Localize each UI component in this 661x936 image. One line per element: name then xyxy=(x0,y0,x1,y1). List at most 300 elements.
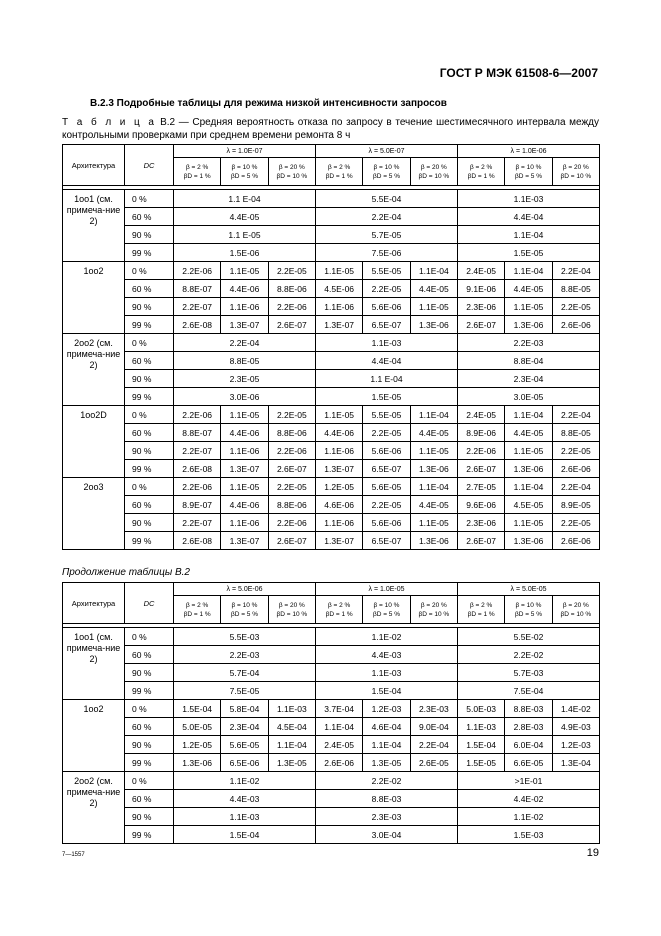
value-cell: 2.2E-07 xyxy=(174,514,221,532)
value-cell: 6.5E-06 xyxy=(221,754,268,772)
dc-cell: 90 % xyxy=(125,808,174,826)
beta-d-label: βD = 1 % xyxy=(467,172,495,180)
value-cell: 8.8E-07 xyxy=(174,424,221,442)
value-cell: 1.1 E-04 xyxy=(174,190,316,208)
value-cell: >1E-01 xyxy=(458,772,600,790)
value-cell: 4.4E-04 xyxy=(458,208,600,226)
beta-label: β = 10 % xyxy=(231,601,258,609)
lambda-header: λ = 1.0E-07 xyxy=(174,145,316,158)
beta-label: β = 2 % xyxy=(185,601,209,609)
value-cell: 5.6E-06 xyxy=(363,298,410,316)
value-cell: 2.6E-06 xyxy=(316,754,363,772)
value-cell: 1.1E-04 xyxy=(505,478,552,496)
beta-d-label: βD = 1 % xyxy=(183,610,211,618)
value-cell: 1.1E-04 xyxy=(363,736,410,754)
value-cell: 1.1E-03 xyxy=(268,700,315,718)
beta-label: β = 2 % xyxy=(469,163,493,171)
value-cell: 2.2E-04 xyxy=(174,334,316,352)
value-cell: 5.5E-04 xyxy=(316,190,458,208)
value-cell: 1.3E-07 xyxy=(316,532,363,550)
value-cell: 1.1E-04 xyxy=(505,262,552,280)
table-row xyxy=(63,460,600,478)
value-cell: 1.4E-02 xyxy=(552,700,599,718)
beta-header xyxy=(505,158,552,186)
value-cell: 2.6E-07 xyxy=(268,460,315,478)
value-cell: 1.1E-05 xyxy=(316,406,363,424)
dc-header: DC xyxy=(125,583,174,624)
beta-header xyxy=(268,596,315,624)
dc-cell: 99 % xyxy=(125,754,174,772)
value-cell: 9.1E-06 xyxy=(458,280,505,298)
beta-header xyxy=(505,596,552,624)
table-row xyxy=(63,280,600,298)
dc-cell: 90 % xyxy=(125,736,174,754)
beta-header xyxy=(410,158,457,186)
table-caption xyxy=(62,116,599,142)
dc-cell: 60 % xyxy=(125,646,174,664)
value-cell: 1.5E-04 xyxy=(316,682,458,700)
dc-cell: 99 % xyxy=(125,826,174,844)
value-cell: 2.6E-07 xyxy=(268,532,315,550)
value-cell: 2.2E-04 xyxy=(552,262,599,280)
value-cell: 1.1E-06 xyxy=(221,442,268,460)
value-cell: 1.2E-03 xyxy=(552,736,599,754)
table-row xyxy=(63,262,600,280)
value-cell: 5.6E-05 xyxy=(221,736,268,754)
beta-header xyxy=(458,158,505,186)
table-row xyxy=(63,334,600,352)
value-cell: 8.8E-06 xyxy=(268,496,315,514)
value-cell: 2.2E-06 xyxy=(174,406,221,424)
value-cell: 2.2E-03 xyxy=(174,646,316,664)
value-cell: 3.0E-04 xyxy=(316,826,458,844)
header-row-lambda xyxy=(63,583,600,596)
beta-d-label: βD = 1 % xyxy=(183,172,211,180)
value-cell: 1.1E-02 xyxy=(458,808,600,826)
value-cell: 2.3E-04 xyxy=(458,370,600,388)
value-cell: 5.0E-05 xyxy=(174,718,221,736)
value-cell: 2.4E-05 xyxy=(458,262,505,280)
dc-cell: 60 % xyxy=(125,352,174,370)
value-cell: 8.8E-04 xyxy=(458,352,600,370)
value-cell: 1.1E-05 xyxy=(410,442,457,460)
value-cell: 4.5E-06 xyxy=(316,280,363,298)
value-cell: 5.7E-04 xyxy=(174,664,316,682)
beta-header xyxy=(268,158,315,186)
table-row xyxy=(63,628,600,646)
value-cell: 7.5E-05 xyxy=(174,682,316,700)
value-cell: 2.6E-06 xyxy=(552,316,599,334)
value-cell: 4.4E-05 xyxy=(505,424,552,442)
value-cell: 1.5E-06 xyxy=(174,244,316,262)
dc-cell: 99 % xyxy=(125,532,174,550)
value-cell: 1.3E-07 xyxy=(316,460,363,478)
dc-cell: 0 % xyxy=(125,772,174,790)
beta-header xyxy=(174,158,221,186)
value-cell: 2.2E-06 xyxy=(458,442,505,460)
value-cell: 1.3E-05 xyxy=(268,754,315,772)
value-cell: 3.7E-04 xyxy=(316,700,363,718)
value-cell: 4.4E-05 xyxy=(410,424,457,442)
value-cell: 2.2E-04 xyxy=(410,736,457,754)
value-cell: 1.1E-05 xyxy=(221,406,268,424)
value-cell: 1.3E-05 xyxy=(363,754,410,772)
dc-cell: 99 % xyxy=(125,460,174,478)
beta-header xyxy=(410,596,457,624)
beta-d-label: βD = 5 % xyxy=(514,610,543,618)
value-cell: 2.2E-04 xyxy=(552,406,599,424)
value-cell: 1.5E-04 xyxy=(174,826,316,844)
value-cell: 4.4E-06 xyxy=(221,424,268,442)
value-cell: 4.4E-06 xyxy=(221,280,268,298)
value-cell: 8.8E-06 xyxy=(268,280,315,298)
value-cell: 1.3E-06 xyxy=(505,460,552,478)
value-cell: 2.2E-05 xyxy=(552,514,599,532)
value-cell: 2.3E-05 xyxy=(174,370,316,388)
beta-d-label: βD = 1 % xyxy=(325,610,353,618)
value-cell: 2.2E-06 xyxy=(174,478,221,496)
value-cell: 1.1E-04 xyxy=(410,478,457,496)
value-cell: 8.8E-05 xyxy=(552,280,599,298)
dc-header: DC xyxy=(125,145,174,186)
beta-d-label: βD = 5 % xyxy=(230,610,259,618)
value-cell: 1.1E-04 xyxy=(316,718,363,736)
value-cell: 4.6E-04 xyxy=(363,718,410,736)
value-cell: 1.1 E-04 xyxy=(316,370,458,388)
value-cell: 1.2E-05 xyxy=(316,478,363,496)
beta-d-label: βD = 10 % xyxy=(560,172,592,180)
value-cell: 2.6E-07 xyxy=(458,532,505,550)
value-cell: 2.2E-07 xyxy=(174,442,221,460)
value-cell: 2.6E-06 xyxy=(552,532,599,550)
architecture-cell: 1oo1 (см. примеча-ние 2) xyxy=(63,190,125,262)
lambda-header: λ = 5.0E-05 xyxy=(458,583,600,596)
value-cell: 1.5E-03 xyxy=(458,826,600,844)
value-cell: 2.6E-06 xyxy=(552,460,599,478)
value-cell: 4.4E-05 xyxy=(174,208,316,226)
value-cell: 1.1E-05 xyxy=(221,478,268,496)
table-row xyxy=(63,664,600,682)
continuation-label: Продолжение таблицы B.2 xyxy=(62,567,190,578)
table-row xyxy=(63,226,600,244)
section-title: B.2.3 Подробные таблицы для режима низкой интенсивности запросов xyxy=(90,98,447,109)
table-row xyxy=(63,190,600,208)
dc-cell: 99 % xyxy=(125,682,174,700)
pfd-table-part-2 xyxy=(62,582,600,844)
value-cell: 3.0E-05 xyxy=(458,388,600,406)
value-cell: 8.9E-05 xyxy=(552,496,599,514)
value-cell: 1.1E-04 xyxy=(410,406,457,424)
beta-label: β = 20 % xyxy=(562,601,589,609)
value-cell: 2.2E-05 xyxy=(268,406,315,424)
beta-header xyxy=(363,158,410,186)
value-cell: 4.9E-03 xyxy=(552,718,599,736)
value-cell: 1.2E-05 xyxy=(174,736,221,754)
value-cell: 9.0E-04 xyxy=(410,718,457,736)
architecture-cell: 2oo2 (см. примеча-ние 2) xyxy=(63,334,125,406)
table-row xyxy=(63,478,600,496)
value-cell: 2.3E-03 xyxy=(410,700,457,718)
value-cell: 5.8E-04 xyxy=(221,700,268,718)
value-cell: 2.2E-06 xyxy=(268,442,315,460)
value-cell: 1.3E-07 xyxy=(221,316,268,334)
architecture-cell: 1oo1 (см. примеча-ние 2) xyxy=(63,628,125,700)
value-cell: 5.7E-03 xyxy=(458,664,600,682)
beta-d-label: βD = 10 % xyxy=(276,172,308,180)
dc-cell: 99 % xyxy=(125,316,174,334)
beta-label: β = 2 % xyxy=(469,601,493,609)
value-cell: 1.1E-06 xyxy=(316,514,363,532)
beta-label: β = 20 % xyxy=(420,601,447,609)
value-cell: 2.2E-05 xyxy=(363,280,410,298)
value-cell: 2.2E-05 xyxy=(552,442,599,460)
dc-cell: 60 % xyxy=(125,790,174,808)
value-cell: 2.6E-08 xyxy=(174,316,221,334)
architecture-header: Архитектура xyxy=(63,145,125,186)
value-cell: 1.1E-04 xyxy=(458,226,600,244)
value-cell: 2.6E-07 xyxy=(458,316,505,334)
value-cell: 1.1E-05 xyxy=(505,514,552,532)
value-cell: 2.2E-05 xyxy=(268,478,315,496)
value-cell: 4.4E-03 xyxy=(174,790,316,808)
value-cell: 4.4E-05 xyxy=(410,280,457,298)
architecture-cell: 1oo2 xyxy=(63,262,125,334)
value-cell: 1.1E-04 xyxy=(268,736,315,754)
table-row xyxy=(63,790,600,808)
value-cell: 1.3E-07 xyxy=(221,532,268,550)
beta-header xyxy=(316,158,363,186)
value-cell: 2.2E-02 xyxy=(458,646,600,664)
dc-cell: 90 % xyxy=(125,370,174,388)
table-row xyxy=(63,700,600,718)
beta-header xyxy=(221,158,268,186)
beta-label: β = 20 % xyxy=(562,163,589,171)
architecture-cell: 1oo2D xyxy=(63,406,125,478)
table-row xyxy=(63,736,600,754)
value-cell: 2.3E-03 xyxy=(316,808,458,826)
table-row xyxy=(63,352,600,370)
caption-label: Т а б л и ц а xyxy=(62,117,157,128)
value-cell: 1.1E-03 xyxy=(458,718,505,736)
value-cell: 1.1E-05 xyxy=(221,262,268,280)
beta-header xyxy=(221,596,268,624)
value-cell: 2.2E-05 xyxy=(552,298,599,316)
value-cell: 6.5E-07 xyxy=(363,316,410,334)
beta-label: β = 20 % xyxy=(278,601,305,609)
value-cell: 6.0E-04 xyxy=(505,736,552,754)
value-cell: 4.5E-04 xyxy=(268,718,315,736)
value-cell: 2.6E-07 xyxy=(458,460,505,478)
value-cell: 5.6E-06 xyxy=(363,442,410,460)
value-cell: 5.6E-06 xyxy=(363,514,410,532)
architecture-cell: 1oo2 xyxy=(63,700,125,772)
value-cell: 5.5E-03 xyxy=(174,628,316,646)
print-mark: 7—1557 xyxy=(62,852,85,858)
value-cell: 2.6E-08 xyxy=(174,460,221,478)
dc-cell: 0 % xyxy=(125,478,174,496)
caption-text: B.2 — Средняя вероятность отказа по запросу в течение шестимесячного интервала между контрольными проверками при среднем времени ремонта 8 ч xyxy=(62,117,600,141)
architecture-cell: 2oo2 (см. примеча-ние 2) xyxy=(63,772,125,844)
value-cell: 5.0E-03 xyxy=(458,700,505,718)
value-cell: 8.8E-05 xyxy=(552,424,599,442)
table-row xyxy=(63,754,600,772)
value-cell: 2.2E-06 xyxy=(174,262,221,280)
beta-d-label: βD = 1 % xyxy=(325,172,353,180)
value-cell: 2.7E-05 xyxy=(458,478,505,496)
value-cell: 2.2E-04 xyxy=(316,208,458,226)
beta-header xyxy=(316,596,363,624)
architecture-header: Архитектура xyxy=(63,583,125,624)
pfd-table-part-1 xyxy=(62,144,600,550)
dc-cell: 60 % xyxy=(125,424,174,442)
value-cell: 2.4E-05 xyxy=(458,406,505,424)
value-cell: 1.1E-05 xyxy=(505,298,552,316)
value-cell: 1.3E-07 xyxy=(316,316,363,334)
value-cell: 1.5E-04 xyxy=(174,700,221,718)
table-row xyxy=(63,442,600,460)
value-cell: 8.8E-03 xyxy=(316,790,458,808)
dc-cell: 90 % xyxy=(125,442,174,460)
header-row-lambda xyxy=(63,145,600,158)
lambda-header: λ = 1.0E-06 xyxy=(458,145,600,158)
value-cell: 4.4E-03 xyxy=(316,646,458,664)
value-cell: 2.2E-03 xyxy=(458,334,600,352)
value-cell: 2.6E-08 xyxy=(174,532,221,550)
value-cell: 7.5E-06 xyxy=(316,244,458,262)
table-row xyxy=(63,406,600,424)
dc-cell: 90 % xyxy=(125,664,174,682)
value-cell: 1.3E-06 xyxy=(410,460,457,478)
beta-label: β = 20 % xyxy=(420,163,447,171)
dc-cell: 90 % xyxy=(125,514,174,532)
lambda-header: λ = 1.0E-05 xyxy=(316,583,458,596)
value-cell: 5.6E-05 xyxy=(363,478,410,496)
dc-cell: 0 % xyxy=(125,334,174,352)
value-cell: 6.5E-07 xyxy=(363,532,410,550)
value-cell: 2.3E-04 xyxy=(221,718,268,736)
beta-d-label: βD = 5 % xyxy=(514,172,543,180)
table-row xyxy=(63,388,600,406)
value-cell: 4.4E-06 xyxy=(316,424,363,442)
beta-d-label: βD = 10 % xyxy=(418,610,450,618)
value-cell: 5.5E-05 xyxy=(363,406,410,424)
table-row xyxy=(63,826,600,844)
value-cell: 1.1E-04 xyxy=(410,262,457,280)
document-id: ГОСТ Р МЭК 61508-6—2007 xyxy=(439,66,598,80)
beta-label: β = 2 % xyxy=(185,163,209,171)
value-cell: 1.1E-03 xyxy=(316,334,458,352)
architecture-cell: 2oo3 xyxy=(63,478,125,550)
value-cell: 4.4E-06 xyxy=(221,496,268,514)
dc-cell: 0 % xyxy=(125,700,174,718)
value-cell: 2.2E-07 xyxy=(174,298,221,316)
beta-label: β = 10 % xyxy=(373,601,400,609)
value-cell: 1.5E-05 xyxy=(458,244,600,262)
beta-label: β = 20 % xyxy=(278,163,305,171)
value-cell: 4.4E-05 xyxy=(505,280,552,298)
dc-cell: 90 % xyxy=(125,226,174,244)
beta-header xyxy=(363,596,410,624)
value-cell: 6.5E-07 xyxy=(363,460,410,478)
beta-label: β = 10 % xyxy=(515,163,542,171)
table-row xyxy=(63,496,600,514)
value-cell: 1.1E-05 xyxy=(316,262,363,280)
beta-header xyxy=(458,596,505,624)
table-row xyxy=(63,808,600,826)
beta-d-label: βD = 1 % xyxy=(467,610,495,618)
value-cell: 1.1E-05 xyxy=(410,514,457,532)
dc-cell: 60 % xyxy=(125,280,174,298)
value-cell: 1.5E-05 xyxy=(458,754,505,772)
table-row xyxy=(63,532,600,550)
value-cell: 1.1E-05 xyxy=(505,442,552,460)
value-cell: 4.4E-05 xyxy=(410,496,457,514)
value-cell: 9.6E-06 xyxy=(458,496,505,514)
value-cell: 4.5E-05 xyxy=(505,496,552,514)
page-number: 19 xyxy=(586,847,599,859)
value-cell: 6.6E-05 xyxy=(505,754,552,772)
beta-d-label: βD = 10 % xyxy=(276,610,308,618)
value-cell: 1.1E-06 xyxy=(221,514,268,532)
value-cell: 8.8E-05 xyxy=(174,352,316,370)
dc-cell: 99 % xyxy=(125,244,174,262)
dc-cell: 0 % xyxy=(125,406,174,424)
dc-cell: 99 % xyxy=(125,388,174,406)
value-cell: 4.4E-04 xyxy=(316,352,458,370)
beta-d-label: βD = 5 % xyxy=(230,172,259,180)
dc-cell: 0 % xyxy=(125,628,174,646)
lambda-header: λ = 5.0E-07 xyxy=(316,145,458,158)
value-cell: 8.9E-07 xyxy=(174,496,221,514)
table-row xyxy=(63,424,600,442)
value-cell: 2.2E-06 xyxy=(268,298,315,316)
value-cell: 1.3E-06 xyxy=(410,316,457,334)
value-cell: 1.3E-06 xyxy=(410,532,457,550)
table-row xyxy=(63,208,600,226)
value-cell: 5.5E-02 xyxy=(458,628,600,646)
beta-label: β = 10 % xyxy=(373,163,400,171)
table-row xyxy=(63,244,600,262)
table-row xyxy=(63,772,600,790)
value-cell: 4.4E-02 xyxy=(458,790,600,808)
value-cell: 1.1E-03 xyxy=(316,664,458,682)
value-cell: 5.7E-05 xyxy=(316,226,458,244)
value-cell: 1.2E-03 xyxy=(363,700,410,718)
value-cell: 2.2E-06 xyxy=(268,514,315,532)
value-cell: 2.2E-05 xyxy=(268,262,315,280)
table-row xyxy=(63,370,600,388)
table-row xyxy=(63,316,600,334)
beta-label: β = 10 % xyxy=(231,163,258,171)
beta-d-label: βD = 5 % xyxy=(372,172,401,180)
dc-cell: 0 % xyxy=(125,262,174,280)
dc-cell: 60 % xyxy=(125,208,174,226)
value-cell: 2.8E-03 xyxy=(505,718,552,736)
value-cell: 2.2E-05 xyxy=(363,496,410,514)
beta-label: β = 2 % xyxy=(327,601,351,609)
value-cell: 1.1E-06 xyxy=(316,442,363,460)
value-cell: 8.8E-06 xyxy=(268,424,315,442)
dc-cell: 60 % xyxy=(125,496,174,514)
value-cell: 2.2E-04 xyxy=(552,478,599,496)
value-cell: 1.1 E-05 xyxy=(174,226,316,244)
value-cell: 1.1E-06 xyxy=(316,298,363,316)
value-cell: 2.6E-07 xyxy=(268,316,315,334)
value-cell: 8.9E-06 xyxy=(458,424,505,442)
beta-label: β = 2 % xyxy=(327,163,351,171)
beta-d-label: βD = 5 % xyxy=(372,610,401,618)
beta-header xyxy=(174,596,221,624)
